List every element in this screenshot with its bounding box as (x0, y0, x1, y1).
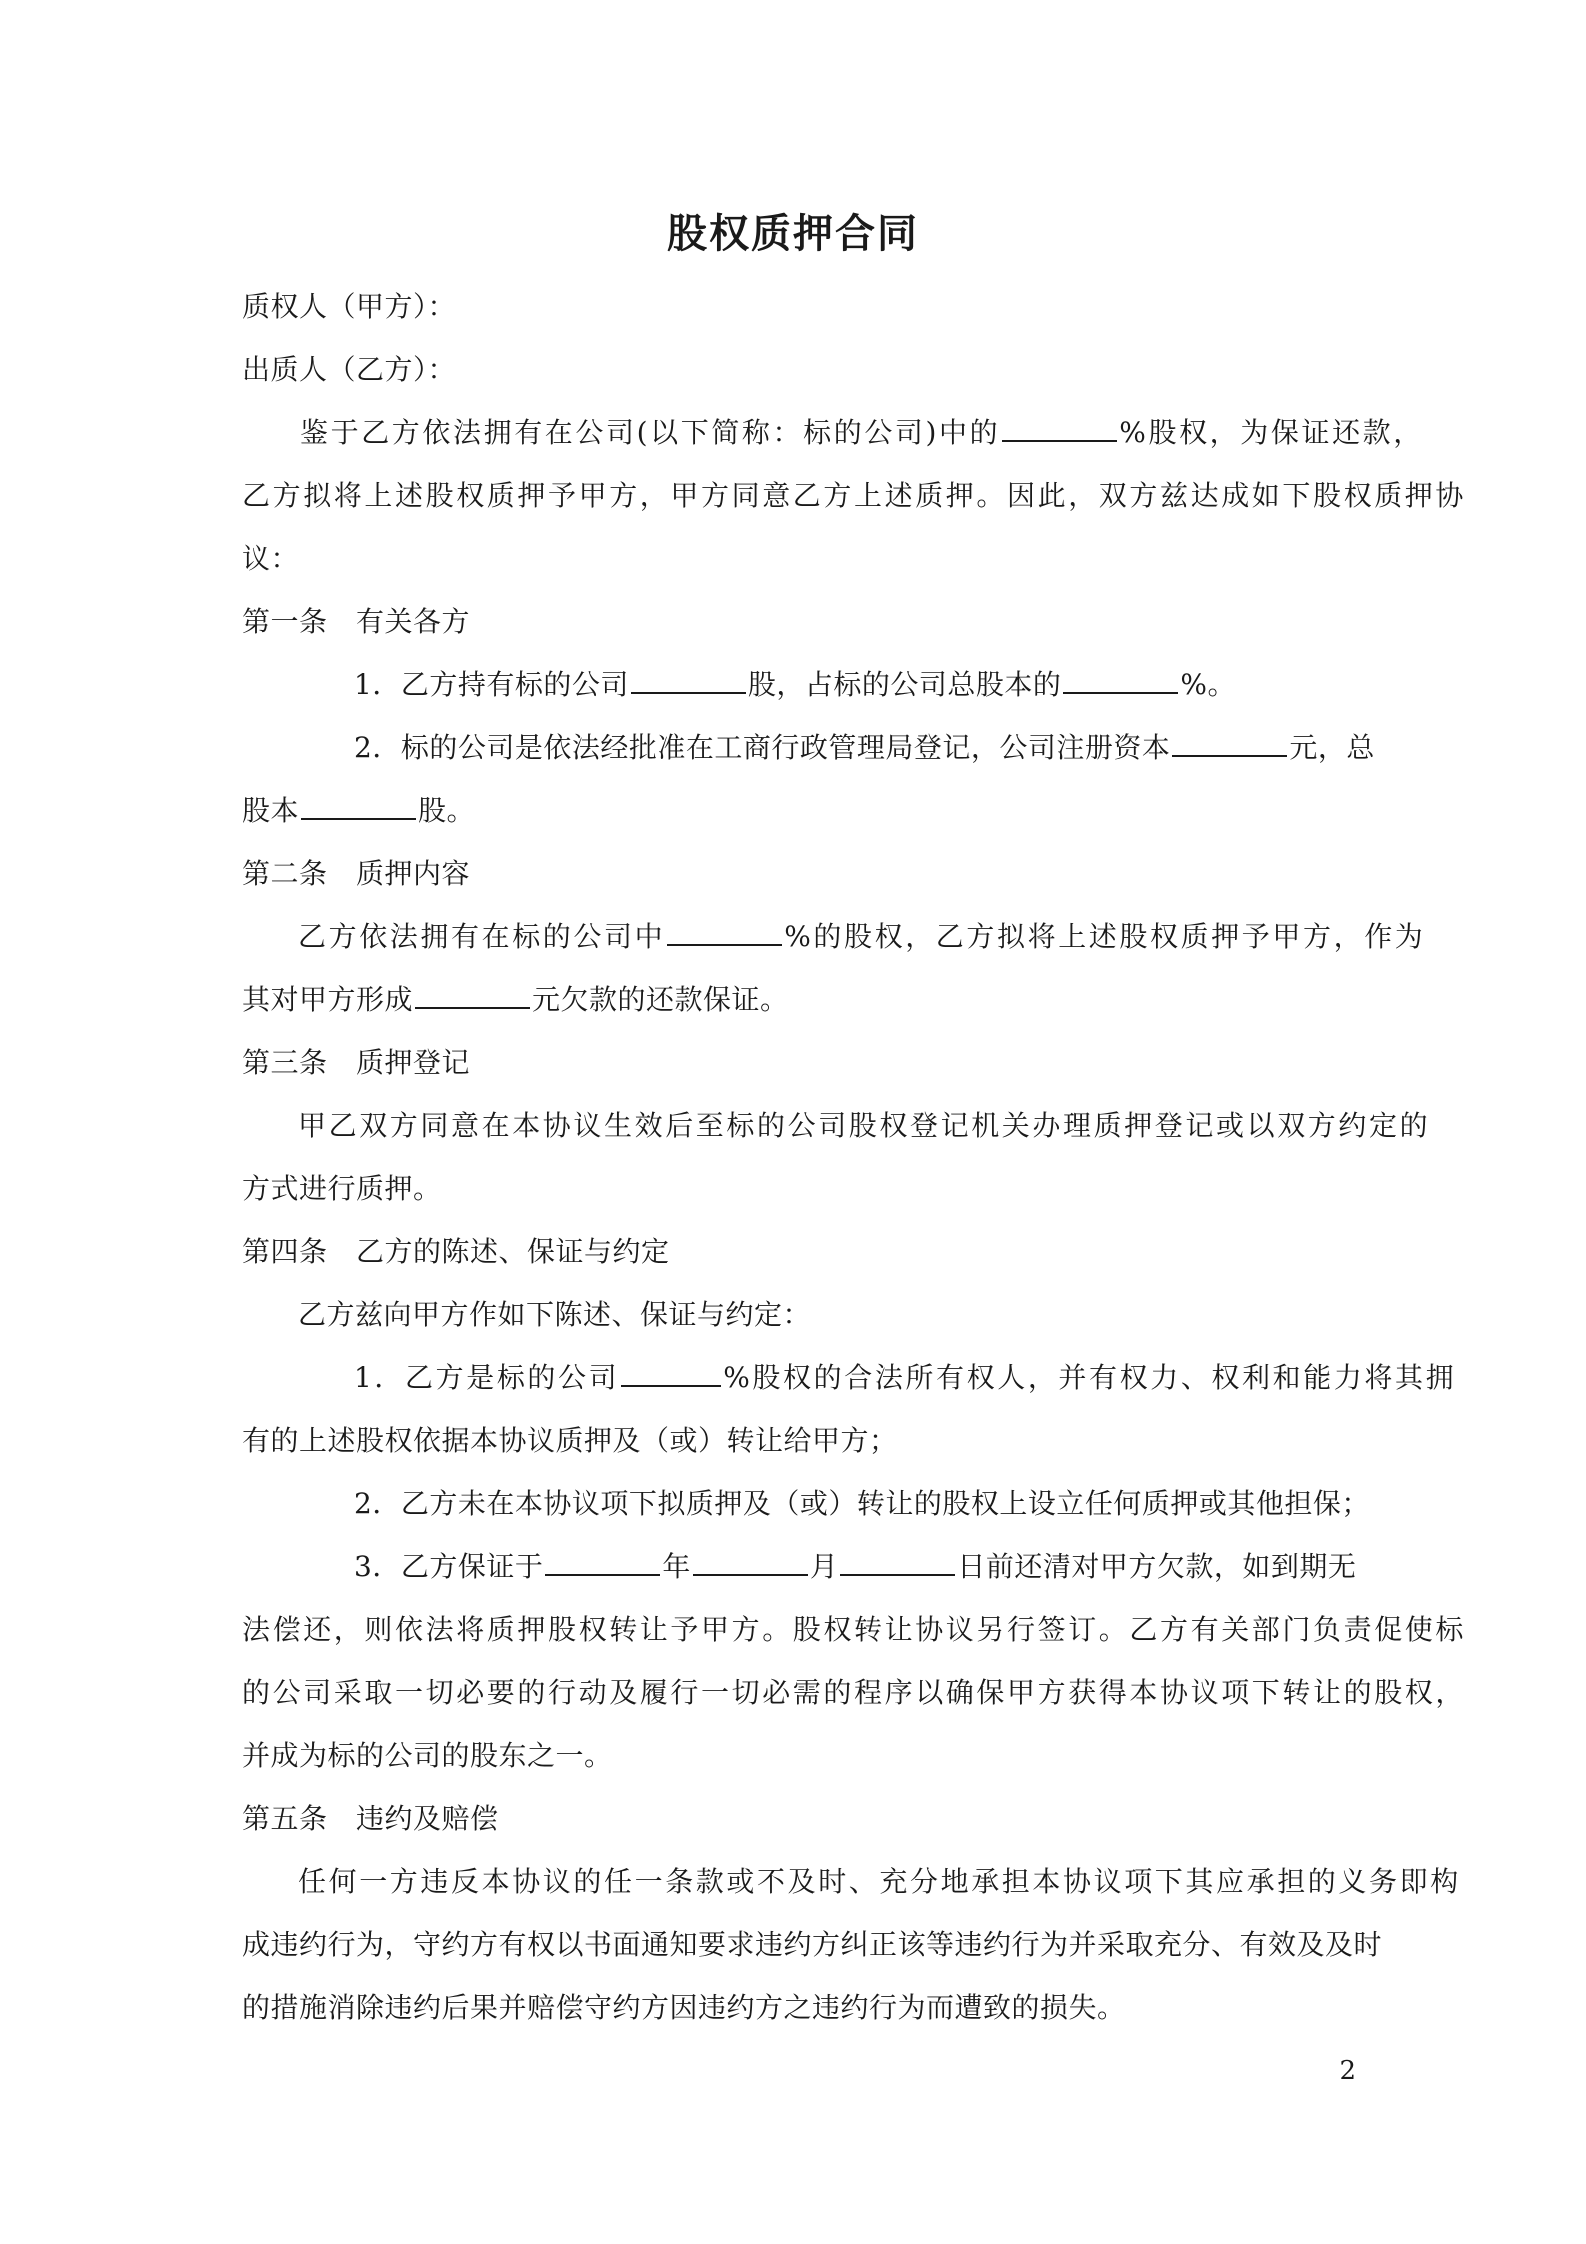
article-4-item-3-line-3: 的公司采取一切必要的行动及履行一切必需的程序以确保甲方获得本协议项下转让的股权， (242, 1676, 1467, 1709)
article-2-heading: 第二条 质押内容 (242, 857, 471, 890)
article-5-heading: 第五条 违约及赔偿 (242, 1802, 499, 1835)
preamble-line-3: 议： (242, 542, 300, 575)
capital-blank (1172, 731, 1287, 757)
article-2-line-1: 乙方依法拥有在标的公司中 %的股权，乙方拟将上述股权质押予甲方，作为 (298, 920, 1426, 953)
article-1-item-1: 1．乙方持有标的公司 股，占标的公司总股本的 %。 (354, 668, 1236, 701)
year-blank (545, 1550, 660, 1576)
pledgee-label: 质权人（甲方）： (242, 290, 457, 323)
percent-blank (621, 1361, 721, 1387)
month-blank (693, 1550, 808, 1576)
preamble-line-1: 鉴于乙方依法拥有在公司(以下简称：标的公司)中的 %股权，为保证还款， (300, 416, 1424, 449)
article-4-item-3-line-4: 并成为标的公司的股东之一。 (242, 1739, 613, 1772)
article-5-line-3: 的措施消除违约后果并赔偿守约方因违约方之违约行为而遭致的损失。 (242, 1991, 1126, 2024)
article-1-item-2-cont: 股本 股。 (242, 794, 476, 827)
article-5-line-1: 任何一方违反本协议的任一条款或不及时、充分地承担本协议项下其应承担的义务即构 (298, 1865, 1461, 1898)
article-4-intro: 乙方兹向甲方作如下陈述、保证与约定： (298, 1298, 812, 1331)
preamble-line-2: 乙方拟将上述股权质押予甲方，甲方同意乙方上述质押。因此，双方兹达成如下股权质押协 (242, 479, 1467, 512)
article-4-item-2: 2．乙方未在本协议项下拟质押及（或）转让的股权上设立任何质押或其他担保； (354, 1487, 1370, 1520)
document-title: 股权质押合同 (667, 210, 919, 257)
article-4-item-3-line-2: 法偿还，则依法将质押股权转让予甲方。股权转让协议另行签订。乙方有关部门负责促使标 (242, 1613, 1467, 1646)
article-4-item-1-cont: 有的上述股权依据本协议质押及（或）转让给甲方； (242, 1424, 898, 1457)
shares-blank (631, 668, 746, 694)
total-shares-blank (301, 794, 416, 820)
article-3-heading: 第三条 质押登记 (242, 1046, 471, 1079)
percent-blank (1063, 668, 1178, 694)
article-5-line-2: 成违约行为，守约方有权以书面通知要求违约方纠正该等违约行为并采取充分、有效及及时 (242, 1928, 1383, 1961)
article-3-line-1: 甲乙双方同意在本协议生效后至标的公司股权登记机关办理质押登记或以双方约定的 (298, 1109, 1431, 1142)
percent-blank (667, 920, 782, 946)
percent-blank (1002, 416, 1117, 442)
article-2-line-2: 其对甲方形成 元欠款的还款保证。 (242, 983, 789, 1016)
article-4-item-1: 1．乙方是标的公司 %股权的合法所有权人，并有权力、权利和能力将其拥 (354, 1361, 1457, 1394)
article-1-heading: 第一条 有关各方 (242, 605, 471, 638)
article-4-heading: 第四条 乙方的陈述、保证与约定 (242, 1235, 670, 1268)
day-blank (840, 1550, 955, 1576)
article-3-line-2: 方式进行质押。 (242, 1172, 442, 1205)
pledgor-label: 出质人（乙方）： (242, 353, 457, 386)
debt-amount-blank (415, 983, 530, 1009)
page-number: 2 (1339, 2056, 1356, 2086)
article-1-item-2: 2．标的公司是依法经批准在工商行政管理局登记，公司注册资本 元，总 (354, 731, 1375, 764)
article-4-item-3: 3．乙方保证于 年 月 日前还清对甲方欠款，如到期无 (354, 1550, 1357, 1583)
